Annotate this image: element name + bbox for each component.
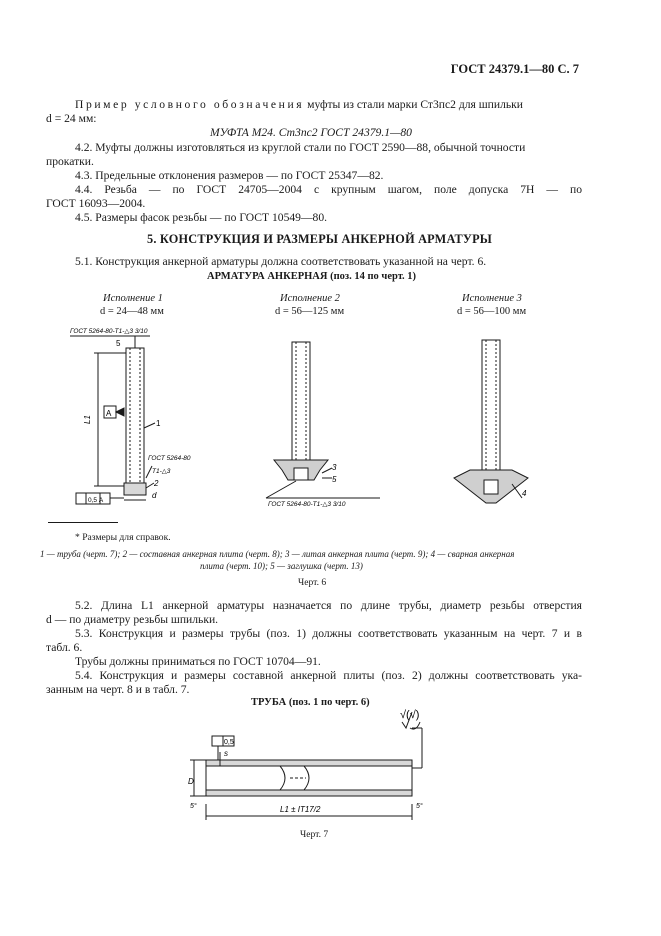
figure-7-drawing xyxy=(180,708,440,823)
length-l1-label: L1 xyxy=(83,415,92,424)
datum-a-label: А xyxy=(106,409,112,418)
figure-6-caption: АРМАТУРА АНКЕРНАЯ (поз. 14 по черт. 1) xyxy=(207,271,417,282)
footnote-rule xyxy=(48,522,118,523)
variant-3-drawing xyxy=(454,340,528,503)
variant-2-range: d = 56—125 мм xyxy=(275,306,345,317)
example-rest-text: муфты из стали марки Ст3пс2 для шпильки xyxy=(307,98,523,111)
para-5-2-line1: 5.2. Длина L1 анкерной арматуры назначается по длине трубы, диаметр резьбы отверстия xyxy=(75,599,582,612)
position-4-label: 4 xyxy=(522,489,527,498)
variant-2-drawing xyxy=(266,342,380,498)
chamfer-left-label: 5° xyxy=(190,803,197,810)
para-4-4-line1: 4.4. Резьба — по ГОСТ 24705—2004 с крупным шагом, поле допуска 7Н — по xyxy=(75,183,582,196)
para-5-2-line2: d — по диаметру резьбы шпильки. xyxy=(46,613,219,626)
variant-1-range: d = 24—48 мм xyxy=(100,306,164,317)
example-spaced-text: Пример условного обозначения xyxy=(75,98,305,111)
position-2-label: 2 xyxy=(154,479,159,488)
position-5-label: 5 xyxy=(116,339,121,348)
para-4-3: 4.3. Предельные отклонения размеров — по ГОСТ 25347—82. xyxy=(75,169,384,182)
page-header: ГОСТ 24379.1—80 С. 7 xyxy=(450,62,579,76)
legend-line-2: плита (черт. 10); 5 — заглушка (черт. 13) xyxy=(200,561,363,571)
gost-weld-label-mid: ГОСТ 5264-80 xyxy=(148,455,191,462)
length-tolerance-label: L1 ± IT17/2 xyxy=(280,805,321,814)
wall-thickness-s-label: s xyxy=(224,749,228,758)
tolerance-label: 0,5 А xyxy=(88,497,104,504)
legend-line-1: 1 — труба (черт. 7); 2 — составная анкерная плита (черт. 8); 3 — литая анкерная плита (черт. 9); 4 — сварная анкерная xyxy=(40,549,515,559)
para-5-3-line3: Трубы должны приниматься по ГОСТ 10704—91. xyxy=(75,655,321,668)
roughness-symbol: √(√) xyxy=(400,709,420,721)
gost-weld-label-top: ГОСТ 5264-80-Т1-△3 3/10 xyxy=(70,328,148,335)
para-5-3-line1: 5.3. Конструкция и размеры трубы (поз. 1) должны соответствовать указанным на черт. 7 и в xyxy=(75,627,582,640)
chamfer-right-label: 5° xyxy=(416,803,423,810)
variant-2-title: Исполнение 2 xyxy=(280,293,340,304)
para-4-2-line1: 4.2. Муфты должны изготовляться из круглой стали по ГОСТ 2590—88, обычной точности xyxy=(75,141,526,154)
section-5-title: 5. КОНСТРУКЦИЯ И РАЗМЕРЫ АНКЕРНОЙ АРМАТУРЫ xyxy=(147,232,493,246)
position-5b-label: 5 xyxy=(332,475,337,484)
variant-3-title: Исполнение 3 xyxy=(462,293,522,304)
para-5-4-line1: 5.4. Конструкция и размеры составной анкерной плиты (поз. 2) должны соответствовать ука- xyxy=(75,669,582,682)
footnote: * Размеры для справок. xyxy=(75,532,171,543)
para-5-1: 5.1. Конструкция анкерной арматуры должна соответствовать указанной на черт. 6. xyxy=(75,255,487,268)
figure-6-label: Черт. 6 xyxy=(298,577,327,588)
figure-7-caption: ТРУБА (поз. 1 по черт. 6) xyxy=(251,697,370,708)
gost-weld-label-bottom: ГОСТ 5264-80-Т1-△3 3/10 xyxy=(268,501,346,508)
para-5-4-line2: занным на черт. 8 и в табл. 7. xyxy=(46,683,190,696)
para-4-4-line2: ГОСТ 16093—2004. xyxy=(46,197,146,210)
para-4-2-line2: прокатки. xyxy=(46,155,94,168)
example-designation: МУФТА М24. Ст3пс2 ГОСТ 24379.1—80 xyxy=(210,126,412,139)
tolerance-value: 0,5 xyxy=(224,739,234,746)
example-line-2: d = 24 мм: xyxy=(46,112,97,125)
weld-type-label: Т1-△3 xyxy=(152,468,171,475)
variant-1-title: Исполнение 1 xyxy=(103,293,163,304)
figure-7-label: Черт. 7 xyxy=(300,829,329,840)
para-5-3-line2: табл. 6. xyxy=(46,641,83,654)
position-1-label: 1 xyxy=(156,419,161,428)
diameter-d-label: D xyxy=(188,777,194,786)
dimension-d-label: d xyxy=(152,491,157,500)
position-3-label: 3 xyxy=(332,463,337,472)
example-line-1 xyxy=(75,97,582,112)
para-4-5: 4.5. Размеры фасок резьбы — по ГОСТ 10549—80. xyxy=(75,211,328,224)
figure-6-drawing xyxy=(60,318,580,518)
variant-3-range: d = 56—100 мм xyxy=(457,306,527,317)
